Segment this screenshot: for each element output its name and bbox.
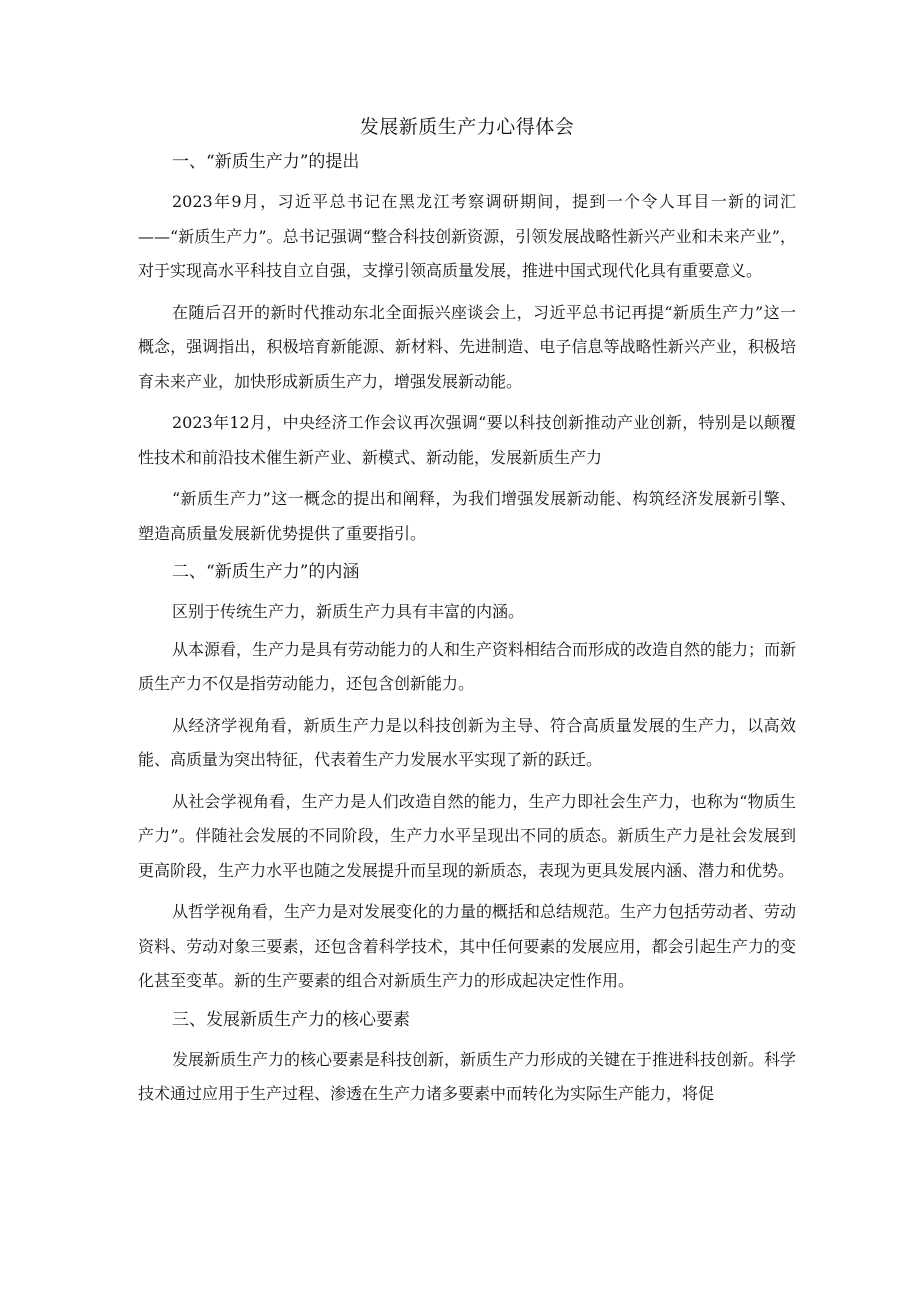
section-2-paragraph-3: 从经济学视角看，新质生产力是以科技创新为主导、符合高质量发展的生产力，以高效能、高质量为突出特征，代表着生产力发展水平实现了新的跃迁。 (138, 715, 796, 769)
section-2-heading: 二、“新质生产力”的内涵 (172, 562, 360, 582)
section-2-paragraph-4: 从社会学视角看，生产力是人们改造自然的能力，生产力即社会生产力，也称为“物质生产力”。伴随社会发展的不同阶段，生产力水平呈现出不同的质态。新质生产力是社会发展到更高阶段，生产力水平也随之发展提升而呈现的新质态，表现为更具发展内涵、潜力和优势。 (138, 791, 796, 880)
document-page (138, 112, 796, 1119)
section-1-heading: 一、“新质生产力”的提出 (172, 152, 360, 172)
section-3-heading: 三、发展新质生产力的核心要素 (172, 1009, 410, 1030)
section-1-paragraph-2: 在随后召开的新时代推动东北全面振兴座谈会上，习近平总书记再提“新质生产力”这一概念，强调指出，积极培育新能源、新材料、先进制造、电子信息等战略性新兴产业，积极培育未来产业，加快形成新质生产力，增强发展新动能。 (138, 302, 796, 391)
section-2-paragraph-1: 区别于传统生产力，新质生产力具有丰富的内涵。 (172, 602, 525, 621)
section-2-paragraph-2: 从本源看，生产力是具有劳动能力的人和生产资料相结合而形成的改造自然的能力；而新质生产力不仅是指劳动能力，还包含创新能力。 (138, 639, 797, 693)
section-3-paragraph-1: 发展新质生产力的核心要素是科技创新，新质生产力形成的关键在于推进科技创新。科学技术通过应用于生产过程、渗透在生产力诸多要素中而转化为实际生产能力，将促 (138, 1049, 797, 1103)
section-1-paragraph-1: 2023年9月，习近平总书记在黑龙江考察调研期间，提到一个令人耳目一新的词汇——“新质生产力”。总书记强调“整合科技创新资源，引领发展战略性新兴产业和未来产业”，对于实现高水平科技自立自强，支撑引领高质量发展，推进中国式现代化具有重要意义。 (138, 192, 796, 280)
section-2-paragraph-5: 从哲学视角看，生产力是对发展变化的力量的概括和总结规范。生产力包括劳动者、劳动资料、劳动对象三要素，还包含着科学技术，其中任何要素的发展应用，都会引起生产力的变化甚至变革。新的生产要素的组合对新质生产力的形成起决定性作用。 (138, 902, 797, 990)
section-1-paragraph-3: 2023年12月，中央经济工作会议再次强调“要以科技创新推动产业创新，特别是以颠覆性技术和前沿技术催生新产业、新模式、新动能，发展新质生产力 (138, 413, 796, 467)
document-title: 发展新质生产力心得体会 (359, 116, 575, 138)
section-1-paragraph-4: “新质生产力”这一概念的提出和阐释，为我们增强发展新动能、构筑经济发展新引擎、塑造高质量发展新优势提供了重要指引。 (138, 489, 796, 543)
